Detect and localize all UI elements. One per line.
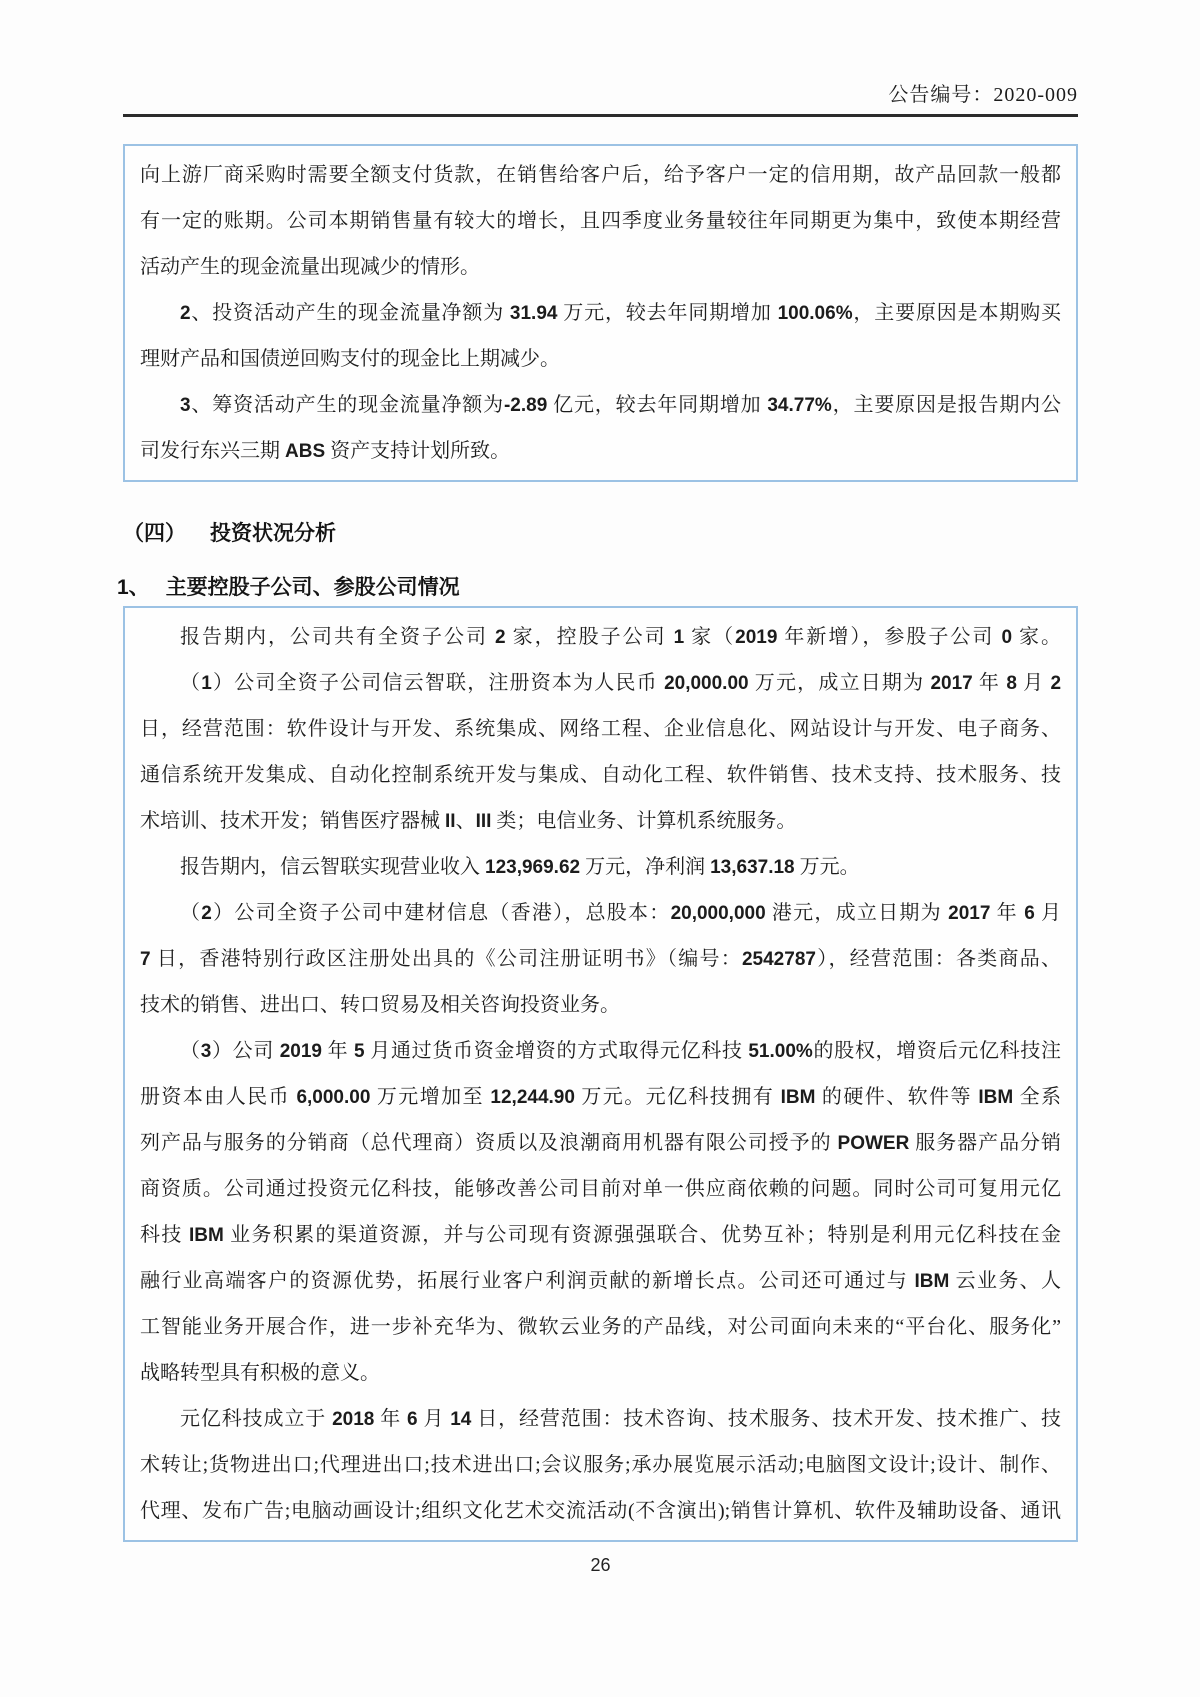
section-4-title: 投资状况分析: [210, 522, 336, 545]
text-line: 技术的销售、进出口、转口贸易及相关咨询投资业务。: [140, 994, 620, 1016]
text-line: 术转让;货物进出口;代理进出口;技术进出口;会议服务;承办展览展示活动;电脑图文设计;设计、制作、: [140, 1454, 1061, 1476]
text-line: 理财产品和国债逆回购支付的现金比上期减少。: [140, 348, 560, 370]
header-divider: [123, 114, 1078, 117]
text-line: 商资质。公司通过投资元亿科技，能够改善公司目前对单一供应商依赖的问题。同时公司可复用元亿: [140, 1178, 1061, 1200]
text-line: 2、投资活动产生的现金流量净额为 31.94 万元，较去年同期增加 100.06%，主要原因是本期购买: [180, 302, 1061, 324]
text-line: （3）公司 2019 年 5 月通过货币资金增资的方式取得元亿科技 51.00%的股权，增资后元亿科技注: [180, 1040, 1061, 1062]
text-line: 3、筹资活动产生的现金流量净额为-2.89 亿元，较去年同期增加 34.77%，主要原因是报告期内公: [180, 394, 1061, 416]
text-line: （2）公司全资子公司中建材信息（香港），总股本：20,000,000 港元，成立日期为 2017 年 6 月: [180, 902, 1061, 924]
text-line: 科技 IBM 业务积累的渠道资源，并与公司现有资源强强联合、优势互补；特别是利用元亿科技在金: [140, 1224, 1061, 1246]
subsection-1-heading: [117, 574, 1078, 602]
text-line: 战略转型具有积极的意义。: [140, 1362, 380, 1384]
cashflow-summary-box: [123, 144, 1078, 482]
subsection-1-number: 1、: [117, 576, 150, 599]
text-line: 日，经营范围：软件设计与开发、系统集成、网络工程、企业信息化、网站设计与开发、电子商务、: [140, 718, 1061, 740]
text-line: 7 日，香港特别行政区注册处出具的《公司注册证明书》（编号：2542787），经营范围：各类商品、: [140, 948, 1061, 970]
page-header: [123, 82, 1078, 108]
text-line: 通信系统开发集成、自动化控制系统开发与集成、自动化工程、软件销售、技术支持、技术服务、技: [140, 764, 1061, 786]
text-line: 工智能业务开展合作，进一步补充华为、微软云业务的产品线，对公司面向未来的“平台化、服务化”: [140, 1316, 1061, 1338]
subsidiaries-info-box: [123, 606, 1078, 1542]
text-line: 融行业高端客户的资源优势，拓展行业客户利润贡献的新增长点。公司还可通过与 IBM 云业务、人: [140, 1270, 1061, 1292]
text-line: 向上游厂商采购时需要全额支付货款，在销售给客户后，给予客户一定的信用期，故产品回款一般都: [140, 164, 1061, 186]
text-line: 术培训、技术开发；销售医疗器械 II、III 类；电信业务、计算机系统服务。: [140, 810, 797, 832]
text-line: 元亿科技成立于 2018 年 6 月 14 日，经营范围：技术咨询、技术服务、技术开发、技术推广、技: [180, 1408, 1061, 1430]
text-line: 有一定的账期。公司本期销售量有较大的增长，且四季度业务量较往年同期更为集中，致使本期经营: [140, 210, 1061, 232]
announcement-number: 公告编号：2020-009: [888, 84, 1078, 106]
text-line: 报告期内，信云智联实现营业收入 123,969.62 万元，净利润 13,637.18 万元。: [180, 856, 860, 878]
text-line: 司发行东兴三期 ABS 资产支持计划所致。: [140, 440, 511, 462]
section-4-number: （四）: [123, 522, 186, 545]
section-4-heading: [123, 520, 1078, 548]
text-line: 册资本由人民币 6,000.00 万元增加至 12,244.90 万元。元亿科技拥有 IBM 的硬件、软件等 IBM 全系: [140, 1086, 1061, 1108]
text-line: 代理、发布广告;电脑动画设计;组织文化艺术交流活动(不含演出);销售计算机、软件及辅助设备、通讯: [140, 1500, 1061, 1522]
page-number: 26: [590, 1555, 611, 1575]
text-line: 报告期内，公司共有全资子公司 2 家，控股子公司 1 家（2019 年新增），参股子公司 0 家。: [180, 626, 1061, 648]
subsection-1-title: 主要控股子公司、参股公司情况: [165, 576, 460, 599]
text-line: （1）公司全资子公司信云智联，注册资本为人民币 20,000.00 万元，成立日期为 2017 年 8 月 2: [180, 672, 1061, 694]
text-line: 列产品与服务的分销商（总代理商）资质以及浪潮商用机器有限公司授予的 POWER 服务器产品分销: [140, 1132, 1061, 1154]
text-line: 活动产生的现金流量出现减少的情形。: [140, 256, 480, 278]
